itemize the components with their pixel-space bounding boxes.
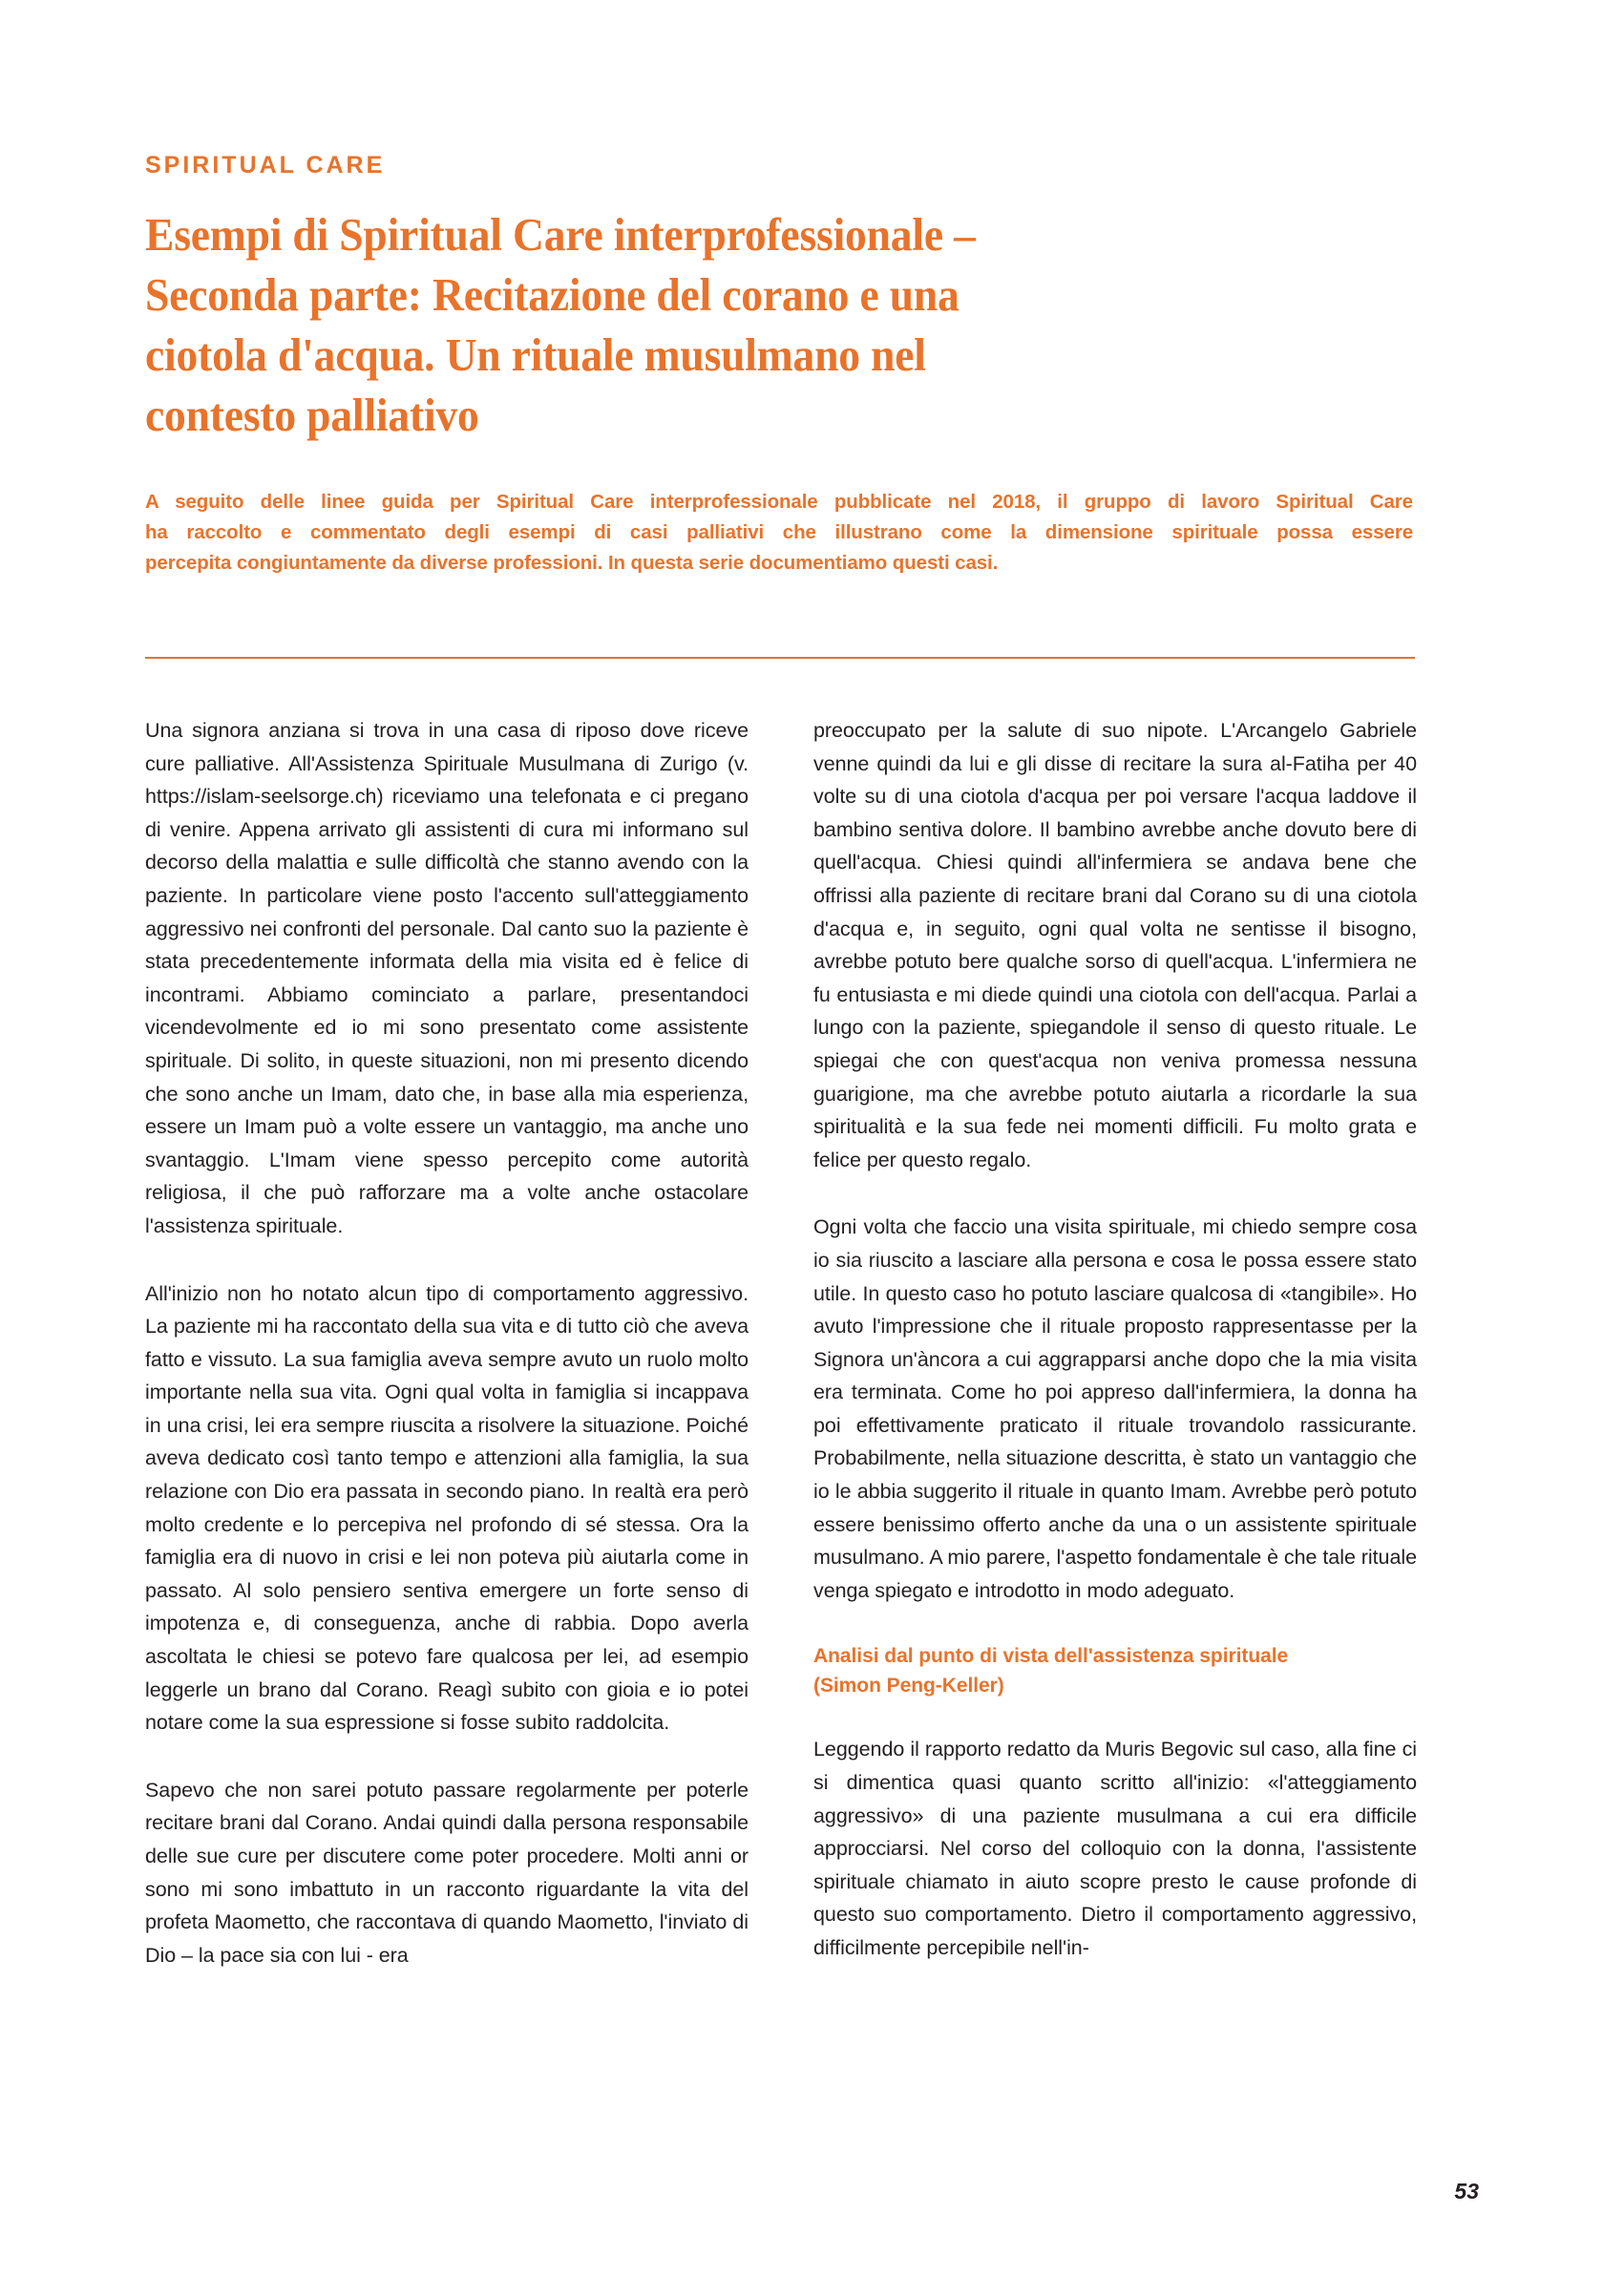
paragraph: All'inizio non ho notato alcun tipo di comportamento aggressivo. La paziente mi ha raccontato della sua vita e di tutto ciò che aveva fatto e vissuto. La sua famiglia aveva sempre avuto un ruolo molto importante nella sua vita. Ogni qual volta in famiglia si incappava in una crisi, lei era sempre riuscita a risolvere la situazione. Poiché aveva dedicato così tanto tempo e attenzioni alla famiglia, la sua relazione con Dio era passata in secondo piano. In realtà era però molto credente e lo percepiva nel profondo di sé stessa. Ora la famiglia era di nuovo in crisi e lei non poteva più aiutarla come in passato. Al solo pensiero sentiva emergere un forte senso di impotenza e, di conseguenza, anche di rabbia. Dopo averla ascoltata le chiesi se potevo fare qualcosa per lei, ad esempio leggerle un brano dal Corano. Reagì subito con gioia e io potei notare come la sua espressione si fosse subito raddolcita.: [145, 1281, 749, 1735]
paragraph: Sapevo che non sarei potuto passare regolarmente per poterle recitare brani dal Corano. Andai quindi dalla persona responsabile delle sue cure per discutere come poter procedere. Molti anni or sono mi sono imbattuto in un racconto riguardante la vita del profeta Maometto, che raccontava di quando Maometto, l'inviato di Dio – la pace sia con lui - era: [145, 1778, 749, 1967]
section-kicker: SPIRITUAL CARE: [145, 152, 386, 179]
lead-line-3: percepita congiuntamente da diverse professioni. In questa serie documentiamo questi casi.: [145, 551, 999, 574]
paragraph: Leggendo il rapporto redatto da Muris Begovic sul caso, alla fine ci si dimentica quasi quanto scritto all'inizio: «l'atteggiamento aggressivo» di una paziente musulmana a cui era difficile approcciarsi. Nel corso del colloquio con la donna, l'assistente spirituale chiamato in aiuto scopre presto le cause profonde di questo suo comportamento. Dietro il comportamento aggressivo, difficilmente percepibile nell'in-: [813, 1738, 1417, 1959]
headline-line-4: contesto palliativo: [145, 388, 479, 441]
page-title: [145, 204, 1482, 445]
lead-paragraph: [145, 487, 1413, 579]
headline-line-3: ciotola d'acqua. Un rituale musulmano nel: [145, 327, 926, 381]
lead-line-1: A seguito delle linee guida per Spiritual Care interprofessionale pubblicate nel 2018, il gruppo di lavoro Spiritual Care: [145, 490, 1413, 513]
paragraph: Ogni volta che faccio una visita spirituale, mi chiedo sempre cosa io sia riuscito a lasciare alla persona e cosa le possa essere stato utile. In questo caso ho potuto lasciare qualcosa di «tangibile». Ho avuto l'impressione che il rituale proposto rappresentasse per la Signora un'àncora a cui aggrapparsi anche dopo che la mia visita era terminata. Come ho poi appreso dall'infermiera, la donna ha poi effettivamente praticato il rituale trovandolo rassicurante. Probabilmente, nella situazione descritta, è stato un vantaggio che io le abbia suggerito il rituale in quanto Imam. Avrebbe però potuto essere benissimo offerto anche da una o un assistente spirituale musulmano. A mio parere, l'aspetto fondamentale è che tale rituale venga spiegato e introdotto in modo adeguato.: [813, 1215, 1417, 1602]
article-body: [145, 714, 1417, 1972]
lead-line-2: ha raccolto e commentato degli esempi di casi palliativi che illustrano come la dimensione spirituale possa essere: [145, 520, 1413, 543]
subheading-author: (Simon Peng-Keller): [813, 1675, 1004, 1698]
column-right: [813, 714, 1417, 1972]
section-subheading: [813, 1641, 1417, 1700]
headline-line-1: Esempi di Spiritual Care interprofessionale –: [145, 207, 976, 261]
subheading-line-1: Analisi dal punto di vista dell'assistenza spirituale: [813, 1645, 1289, 1668]
paragraph: preoccupato per la salute di suo nipote. L'Arcangelo Gabriele venne quindi da lui e gli disse di recitare la sura al-Fatiha per 40 volte su di una ciotola d'acqua per poi versare l'acqua laddove il bambino sentiva dolore. Il bambino avrebbe anche dovuto bere di quell'acqua. Chiesi quindi all'infermiera se andava bene che offrissi alla paziente di recitare brani dal Corano su di una ciotola d'acqua e, in seguito, ogni qual volta ne sentisse il bisogno, avrebbe potuto bere qualche sorso di quell'acqua. L'infermiera ne fu entusiasta e mi diede quindi una ciotola con dell'acqua. Parlai a lungo con la paziente, spiegandole il senso di questo rituale. Le spiegai che con quest'acqua non veniva promessa nessuna guarigione, ma che avrebbe potuto aiutarla a ricordarle la sua spiritualità e la sua fede nei momenti difficili. Fu molto grata e felice per questo regalo.: [813, 719, 1417, 1171]
column-left: [145, 714, 749, 1972]
paragraph: Una signora anziana si trova in una casa di riposo dove riceve cure palliative. All'Assistenza Spirituale Musulmana di Zurigo (v. https://islam-seelsorge.ch) riceviamo una telefonata e ci pregano di venire. Appena arrivato gli assistenti di cura mi informano sul decorso della malattia e sulle difficoltà che stanno avendo con la paziente. In particolare viene posto l'accento sull'atteggiamento aggressivo nei confronti del personale. Dal canto suo la paziente è stata precedentemente informata della mia visita ed è felice di incontrami. Abbiamo cominciato a parlare, presentandoci vicendevolmente ed io mi sono presentato come assistente spirituale. Di solito, in queste situazioni, non mi presento dicendo che sono anche un Imam, dato che, in base alla mia esperienza, essere un Imam può a volte essere un vantaggio, ma anche uno svantaggio. L'Imam viene spesso percepito come autorità religiosa, il che può rafforzare ma a volte anche ostacolare l'assistenza spirituale.: [145, 719, 749, 1237]
header-divider: [145, 657, 1415, 659]
page-number: 53: [1454, 2179, 1479, 2204]
headline-line-2: Seconda parte: Recitazione del corano e una: [145, 267, 960, 321]
article-header: [145, 153, 1482, 579]
